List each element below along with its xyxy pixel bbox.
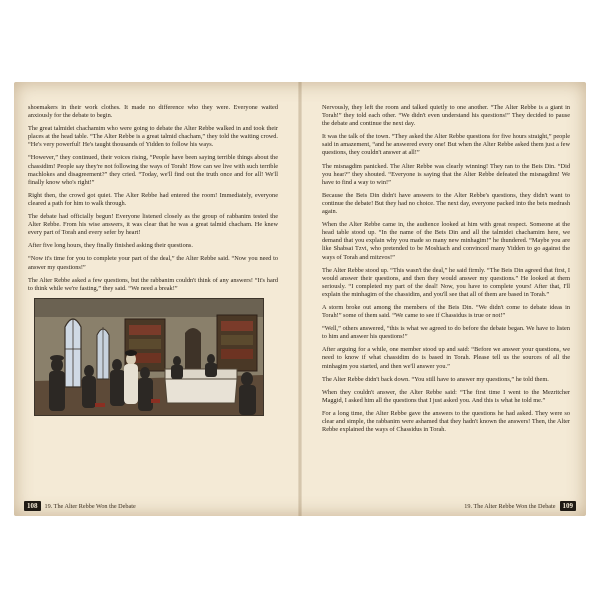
right-paragraph: When they couldn't answer, the Alter Rebbe said: “The first time I went to the Mezritcher Maggid, I asked him all the questions that I just asked you. And this is what he told me.” — [322, 388, 570, 404]
left-paragraph: “However,” they continued, their voices rising, “People have been saying terrible things about the chassidim! People say they're not following the ways of Torah! How can we live with such terrible machlokes and disagreement?” they cried. “Today, we'll find out the truth once and for all! We'll finally know who's right!” — [28, 154, 278, 186]
right-paragraph: The misnagdim panicked. The Alter Rebbe was clearly winning! They ran to the Beis Din. “Did you hear?” they shouted. “Everyone is saying that the Alter Rebbe defeated the misnagdim! We have to find a way to win!” — [322, 162, 570, 186]
left-chapter-title: 19. The Alter Rebbe Won the Debate — [44, 502, 136, 510]
debate-scene-image — [35, 299, 263, 415]
left-paragraph: shoemakers in their work clothes. It made no difference who they were. Everyone waited anxiously for the debate to begin. — [28, 104, 278, 120]
right-chapter-title: 19. The Alter Rebbe Won the Debate — [464, 502, 556, 510]
left-paragraph: The great talmidei chachamim who were going to debate the Alter Rebbe walked in and took their places at the head table. “The Alter Rebbe is a great talmid chacham,” they told the waiting crowd. “He's very powerful! He's taught thousands of Yidden to follow his ways. — [28, 125, 278, 149]
left-paragraph: Right then, the crowd got quiet. The Alter Rebbe had entered the room! Immediately, everyone cleared a path for him to walk through. — [28, 191, 278, 207]
left-page-footer — [24, 500, 136, 512]
right-page-footer — [464, 500, 576, 512]
right-paragraph: The Alter Rebbe didn't back down. “You still have to answer my questions,” he told them. — [322, 375, 549, 383]
right-paragraph: Nervously, they left the room and talked quietly to one another. “The Alter Rebbe is a giant in Torah!” they told each other. “We didn't even understand his questions!” They decided to pause the debate and continue the next day. — [322, 104, 570, 128]
book-gutter — [298, 82, 302, 516]
right-paragraph: A storm broke out among the members of the Beis Din. “We didn't come to debate ideas in Torah!” some of them said. “We came to see if Chassidus is true or not!” — [322, 303, 570, 320]
right-paragraph: Because the Beis Din didn't have answers to the Alter Rebbe's questions, they didn't want to continue the debate! But they had no choice. The next day, everyone packed into the beis medrash again. — [322, 191, 570, 216]
left-page-number: 108 — [24, 501, 41, 511]
right-page — [322, 104, 570, 439]
left-paragraph: “Now it's time for you to complete your part of the deal,” the Alter Rebbe said. “Now you need to answer my questions!” — [28, 255, 278, 271]
right-paragraph: When the Alter Rebbe came in, the audience looked at him with great respect. Someone at the head table stood up. “In the name of the Beis Din and all the talmidei chachamim here, we demand that you explain why you made so many new minhagim!” he thundered. “Maybe you are like Shabsai Tzvi, who pretended to be Moshiach and convinced many Yidden to go against the ways of Torah and mitzvos!” — [322, 221, 570, 261]
left-paragraph: The debate had officially begun! Everyone listened closely as the group of rabbanim tested the Alter Rebbe. From his wise answers, it was clear that he was a great talmid chacham. He knew every part of Torah and every sefer by heart! — [28, 213, 278, 237]
left-paragraph: After five long hours, they finally finished asking their questions. — [28, 242, 193, 250]
right-paragraph: “Well,” others answered, “this is what we agreed to do before the debate began. We have to listen to him and answer his questions!” — [322, 325, 570, 341]
right-page-number: 109 — [560, 501, 577, 511]
right-paragraph: The Alter Rebbe stood up. “This wasn't the deal,” he said firmly. “The Beis Din agreed that first, I would answer their questions, and then they would answer my questions.” He looked at them seriously. “I completed my part of the deal! Now, you have to complete yours! After that, I'll explain the minhagim of the chassidim, and you'll see that all of them are based in Torah.” — [322, 266, 570, 298]
book-spread — [14, 82, 586, 516]
left-page — [28, 104, 278, 416]
right-paragraph: It was the talk of the town. “They asked the Alter Rebbe questions for five hours straight,” people said in amazement, “and he answered every one! But when the Alter Rebbe asked them just a few questions, they couldn't answer at all!” — [322, 133, 570, 157]
debate-illustration — [34, 298, 264, 416]
right-paragraph: After arguing for a while, one member stood up and said: “Before we answer your questions, we need to know if what chassidim do is based in Torah. Please tell us the sources of all the minhagim you started, and then we'll answer you.” — [322, 346, 570, 370]
left-paragraph: The Alter Rebbe asked a few questions, but the rabbanim couldn't think of any answers! “It's hard to think while we're fasting,” they said. “We need a break!” — [28, 276, 278, 292]
right-paragraph: For a long time, the Alter Rebbe gave the answers to the questions he had asked. They were so clear and simple, the rabbanim were ashamed that they hadn't known the answers! Then, the Alter Rebbe explained the ways of Chassidus in Torah. — [322, 409, 570, 434]
